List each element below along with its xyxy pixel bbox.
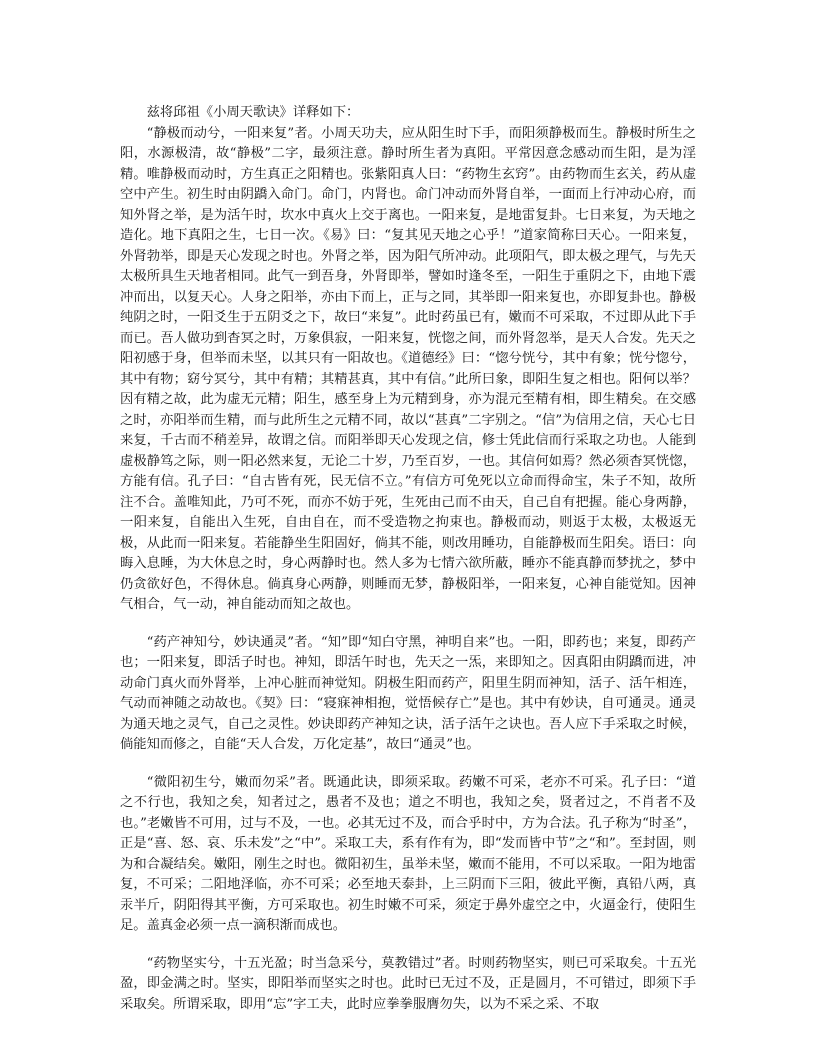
- paragraph-1: “静极而动兮，一阳来复”者。小周天功夫，应从阳生时下手，而阳须静极而生。静极时所生之阳，水源极清，故“静极”二字，最须注意。静时所生者为真阳。平常因意念感动而生阳，是为淫精。唯静极而动时，方生真正之阳精也。张紫阳真人曰：“药物生玄窍”。由药物而生玄关，药从虚空中产生。初生时由阴蹻入命门。命门，内肾也。命门冲动而外肾自举，一面而上行冲动心府，而知外肾之举，是为活午时，坎水中真火上交于离也。一阳来复，是地雷复卦。七日来复，为天地之造化。地下真阳之生，七日一次。《易》曰：“复其见天地之心乎！”道家简称曰天心。一阳来复，外肾勃举，即是天心发现之时也。外肾之举，因为阳气所冲动。此项阳气，即太极之理气，与先天太极所具生天地者相同。此气一到吾身，外肾即举，譬如时逢冬至，一阳生于重阴之下，由地下震冲而出，以复天心。人身之阳举，亦由下而上，正与之同，其举即一阳来复也，亦即复卦也。静极纯阴之时，一阳爻生于五阴爻之下，故曰“来复”。此时药虽已有，嫩而不可采取，不过即从此下手而已。吾人做功到杳冥之时，万象俱寂，一阳来复，恍惚之间，而外肾忽举，是天人合发。先天之阳初感于身，但举而未坚，以其只有一阳故也。《道德经》曰：“惚兮恍兮，其中有象；恍兮惚兮，其中有物；窈兮冥兮，其中有精；其精甚真，其中有信。”此所曰象，即阳生复之相也。阳何以举？因有精之故，此为虚无元精；阳生，感至身上为元精到身，亦为混元至精有相，即生精矣。在交感之时，亦阳举而生精，而与此所生之元精不同，故以“甚真”二字别之。“信”为信用之信，天心七日来复，千古而不稍差异，故谓之信。而阳举即天心发现之信，修士凭此信而行采取之功也。人能到虚极静笃之际，则一阳必然来复，无论二十岁，乃至百岁，一也。其信何如焉？然必须杳冥恍惚，方能有信。孔子曰：“自古皆有死，民无信不立。”有信方可免死以立命而得命宝，朱子不知，故所注不合。盖唯知此，乃可不死，而亦不妨于死，生死由己而不由天，自己自有把握。能心身两静，一阳来复，自能出入生死，自由自在，而不受造物之拘束也。静极而动，则返于太极，太极返无极，从此而一阳来复。若能静坐生阳固好，倘其不能，则改用睡功，自能静极而生阳矣。语曰：向晦入息睡，为大休息之时，身心两静时也。然人多为七情六欲所蔽，睡亦不能真静而梦扰之，梦中仍贪欲好色，不得休息。倘真身心两静，则睡而无梦，静极阳举，一阳来复，心神自能觉知。因神气相合，气一动，神自能动而知之故也。: [120, 125, 696, 612]
- document-page: [120, 103, 696, 1015]
- paragraph-3: “微阳初生兮，嫩而勿采”者。既通此诀，即须采取。药嫩不可采，老亦不可采。孔子曰：“道之不行也，我知之矣，知者过之，愚者不及也；道之不明也，我知之矣，贤者过之，不肖者不及也。”老嫩皆不可用，过与不及，一也。必其无过不及，而合乎时中，方为合法。孔子称为“时圣”，正是“喜、怒、哀、乐未发”之“中”。采取工夫，系有作有为，即“发而皆中节”之“和”。至封固，则为和合凝结矣。嫩阳，刚生之时也。微阳初生，虽举未坚，嫩而不能用，不可以采取。一阳为地雷复，不可采；二阳地泽临，亦不可采；必至地天泰卦，上三阴而下三阳，彼此平衡，真铅八两，真汞半斤，阴阳得其平衡，方可采取也。初生时嫩不可采，须定于鼻外虚空之中，火逼金行，使阳生足。盖真金必须一点一滴积渐而成也。: [120, 774, 696, 933]
- intro-line: 兹将邱祖《小周天歌诀》详释如下：: [146, 105, 360, 120]
- paragraph-gap: [120, 616, 696, 633]
- paragraph-4: “药物坚实兮，十五光盈；时当急采兮，莫教错过”者。时则药物坚实，则已可采取矣。十五光盈，即金满之时。坚实，即阳举而坚实之时也。此时已无过不及，正是圆月，不可错过，即须下手采取矣。所谓采取，即用“忘”字工夫，此时应拳拳服膺勿失，以为不采之采、不取: [120, 955, 696, 1012]
- paragraph-2: “药产神知兮，妙诀通灵”者。“知”即“知白守黑，神明自来”也。一阳，即药也；来复，即药产也；一阳来复，即活子时也。神知，即活午时也，先天之一炁，来即知之。因真阳由阴蹻而进，冲动命门真火而外肾举，上冲心脏而神觉知。阴极生阳而药产，阳里生阴而神知，活子、活午相连，气动而神随之动故也。《契》曰：“寝寐神相抱，觉悟候存亡”是也。其中有妙诀，自可通灵。通灵为通天地之灵气，自己之灵性。妙诀即药产神知之诀，活子活午之诀也。吾人应下手采取之时候，倘能知而修之，自能“天人合发，万化定基”，故曰“通灵”也。: [120, 634, 696, 752]
- paragraph-gap: [120, 756, 696, 773]
- paragraph-gap: [120, 937, 696, 954]
